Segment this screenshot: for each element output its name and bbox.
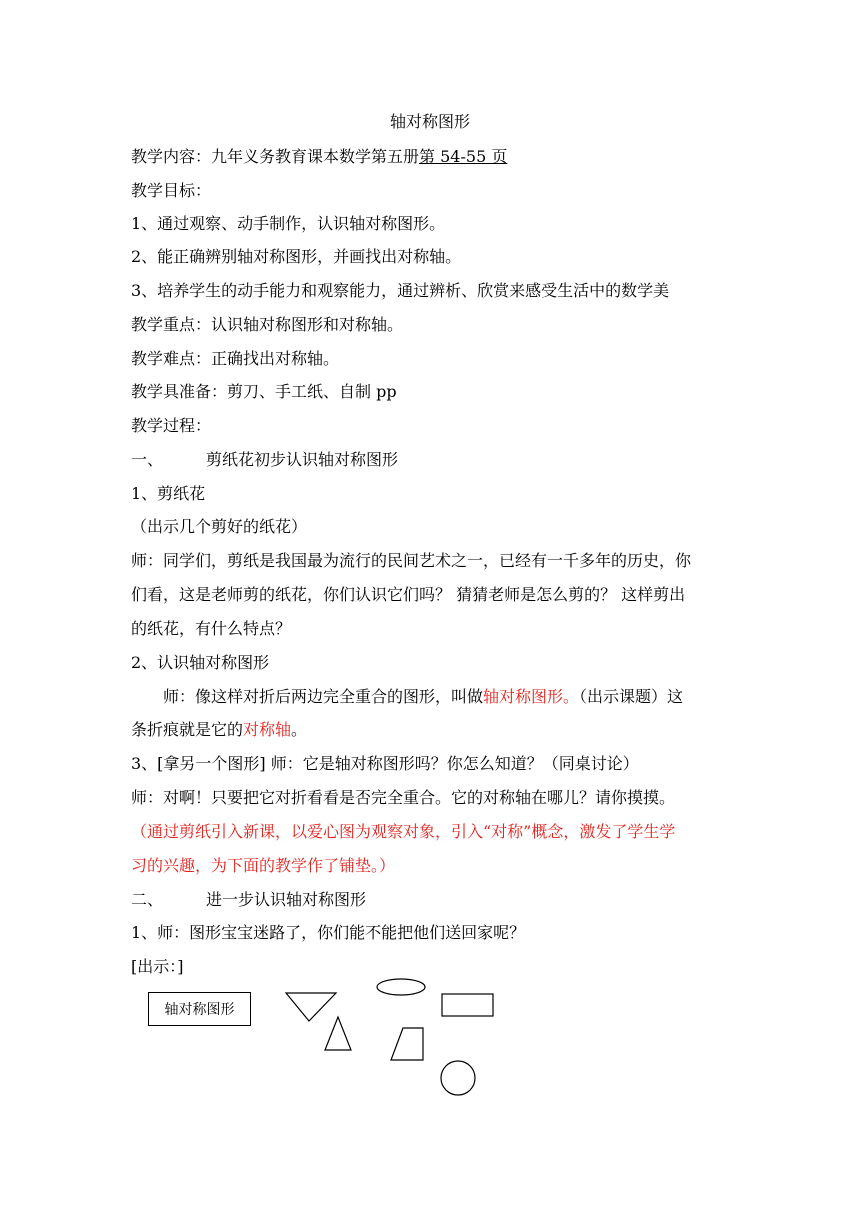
materials: 教学具准备：剪刀、手工纸、自制 pp xyxy=(131,382,397,401)
rectangle-shape xyxy=(442,994,493,1016)
s1-note-line-1: （通过剪纸引入新课，以爱心图为观察对象，引入“对称”概念，激发了学生学 xyxy=(131,822,676,841)
s1-teacher-line-2: 们看，这是老师剪的纸花，你们认识它们吗？ 猜猜老师是怎么剪的？ 这样剪出 xyxy=(131,585,686,604)
goal-heading: 教学目标： xyxy=(131,181,212,200)
ellipse-shape xyxy=(377,979,425,995)
page-title: 轴对称图形 xyxy=(389,112,470,131)
s1-show: （出示几个剪好的纸花） xyxy=(131,517,308,536)
s1-item2-text-b: （出示课题）这 xyxy=(579,687,684,706)
s1-item3-answer: 师：对啊！只要把它对折看看是否完全重合。它的对称轴在哪儿？请你摸摸。 xyxy=(131,788,676,807)
s2-item1: 1、师：图形宝宝迷路了，你们能不能把他们送回家呢？ xyxy=(131,923,526,942)
s2-show: [出示：] xyxy=(131,957,184,976)
content-label: 教学内容： xyxy=(131,147,212,166)
axis-symmetric-box: 轴对称图形 xyxy=(148,992,251,1026)
circle-shape xyxy=(441,1061,475,1095)
content-text: 九年义务教育课本数学第五册 xyxy=(211,147,420,166)
goal-1: 1、通过观察、动手制作，认识轴对称图形。 xyxy=(131,214,446,233)
inverted-triangle-shape xyxy=(286,993,336,1021)
key-point: 教学重点：认识轴对称图形和对称轴。 xyxy=(131,315,404,334)
content-pages: 第 54-55 页 xyxy=(419,147,508,166)
s1-item2-red-axis: 对称轴 xyxy=(243,720,292,739)
s1-teacher-line-1: 师：同学们，剪纸是我国最为流行的民间艺术之一，已经有一千多年的历史，你 xyxy=(131,551,692,570)
s1-item2-text-c: 条折痕就是它的 xyxy=(131,720,244,739)
section1-num: 一、 xyxy=(131,450,164,469)
s1-item3: 3、[拿另一个图形] 师：它是轴对称图形吗？你怎么知道？（同桌讨论） xyxy=(131,754,639,773)
s1-item1: 1、剪纸花 xyxy=(131,484,206,503)
s1-note-line-2: 习的兴趣，为下面的教学作了铺垫。） xyxy=(131,856,396,875)
trapezoid-shape xyxy=(391,1028,423,1060)
s1-item2-text-a: 师：像这样对折后两边完全重合的图形，叫做 xyxy=(163,687,484,706)
section1-title: 剪纸花初步认识轴对称图形 xyxy=(206,450,399,469)
process-heading: 教学过程： xyxy=(131,416,212,435)
difficulty: 教学难点：正确找出对称轴。 xyxy=(131,349,340,368)
goal-3: 3、培养学生的动手能力和观察能力，通过辨析、欣赏来感受生活中的数学美 xyxy=(131,281,670,300)
s1-teacher-line-3: 的纸花，有什么特点？ xyxy=(131,619,292,638)
isosceles-triangle-shape xyxy=(325,1017,351,1050)
section2-title: 进一步认识轴对称图形 xyxy=(206,890,367,909)
section2-num: 二、 xyxy=(131,890,164,909)
goal-2: 2、能正确辨别轴对称图形，并画找出对称轴。 xyxy=(131,247,462,266)
s1-item2-red-term: 轴对称图形。 xyxy=(483,687,580,706)
s1-item2-text-d: 。 xyxy=(291,720,308,739)
s1-item2: 2、认识轴对称图形 xyxy=(131,653,270,672)
